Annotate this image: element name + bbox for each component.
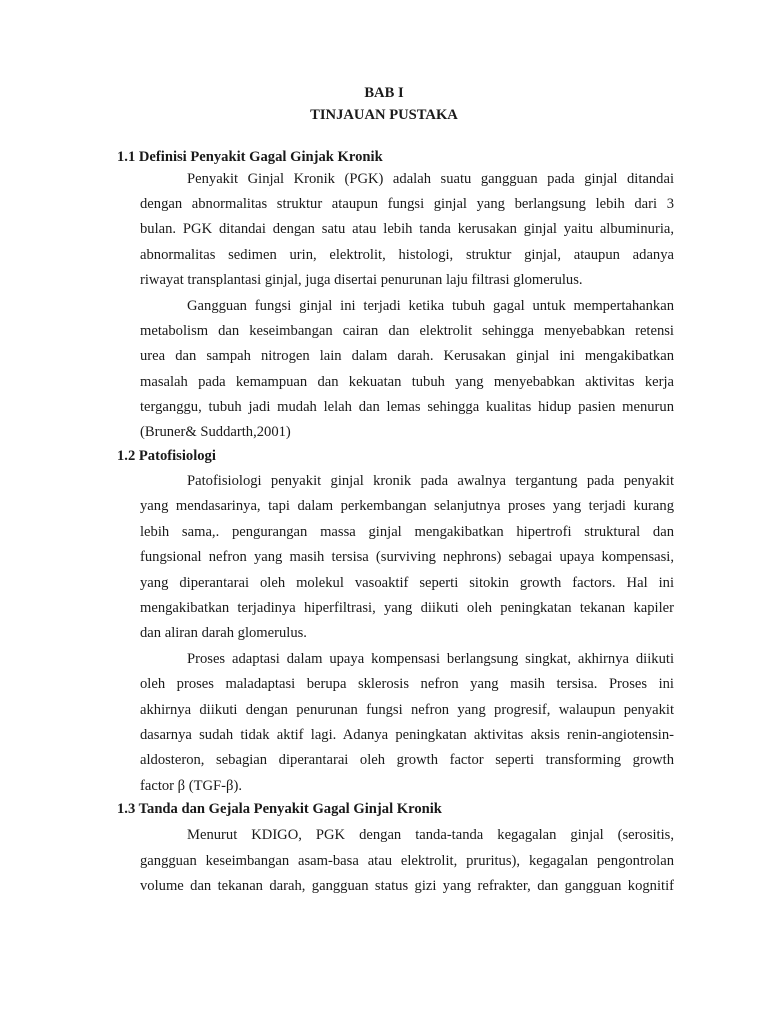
paragraph-line: fungsional nefron yang masih tersisa (surviving nephrons) sebagai upaya kompensasi, [140,549,674,565]
paragraph-line: Menurut KDIGO, PGK dengan tanda-tanda kegagalan ginjal (serositis, [187,827,674,843]
paragraph-line: oleh proses maladaptasi berupa sklerosis nefron yang masih tersisa. Proses ini [140,676,674,692]
paragraph-line: yang mendasarinya, tapi dalam perkembangan selanjutnya proses yang terjadi kurang [140,498,674,514]
paragraph-line: urea dan sampah nitrogen lain dalam darah. Kerusakan ginjal ini mengakibatkan [140,348,674,364]
paragraph-line: Penyakit Ginjal Kronik (PGK) adalah suatu gangguan pada ginjal ditandai [187,171,674,187]
paragraph-line: dan aliran darah glomerulus. [140,625,307,641]
paragraph-line: gangguan keseimbangan asam-basa atau elektrolit, pruritus), kegagalan pengontrolan [140,853,674,869]
paragraph-line: Gangguan fungsi ginjal ini terjadi ketika tubuh gagal untuk mempertahankan [187,298,674,314]
paragraph-line: dengan abnormalitas struktur ataupun fungsi ginjal yang berlangsung lebih dari 3 [140,196,674,212]
paragraph-line: akhirnya diikuti dengan penurunan fungsi nefron yang progresif, walaupun penyakit [140,702,674,718]
paragraph-line: bulan. PGK ditandai dengan satu atau lebih tanda kerusakan ginjal yaitu albuminuria, [140,221,674,237]
section-heading: 1.1 Definisi Penyakit Gagal Ginjak Kronik [117,149,383,165]
chapter-title: TINJAUAN PUSTAKA [310,107,458,123]
paragraph-line: masalah pada kemampuan dan kekuatan tubuh yang menyebabkan aktivitas kerja [140,374,674,390]
paragraph-line: mengakibatkan terjadinya hiperfiltrasi, yang diikuti oleh peningkatan tekanan kapiler [140,600,674,616]
paragraph-line: lebih sama,. pengurangan massa ginjal mengakibatkan hipertrofi struktural dan [140,524,674,540]
paragraph-line: Proses adaptasi dalam upaya kompensasi berlangsung singkat, akhirnya diikuti [187,651,674,667]
paragraph-line: (Bruner& Suddarth,2001) [140,424,291,440]
paragraph-line: volume dan tekanan darah, gangguan status gizi yang refrakter, dan gangguan kognitif [140,878,674,894]
chapter-number: BAB I [364,85,404,101]
paragraph-line: Patofisiologi penyakit ginjal kronik pada awalnya tergantung pada penyakit [187,473,674,489]
paragraph-line: metabolism dan keseimbangan cairan dan elektrolit sehingga menyebabkan retensi [140,323,674,339]
paragraph-line: abnormalitas sedimen urin, elektrolit, histologi, struktur ginjal, ataupun adanya [140,247,674,263]
section-heading: 1.3 Tanda dan Gejala Penyakit Gagal Ginjal Kronik [117,801,442,817]
paragraph-line: terganggu, tubuh jadi mudah lelah dan lemas sehingga kualitas hidup pasien menurun [140,399,674,415]
paragraph-line: riwayat transplantasi ginjal, juga disertai penurunan laju filtrasi glomerulus. [140,272,583,288]
section-heading: 1.2 Patofisiologi [117,448,216,464]
paragraph-line: factor β (TGF-β). [140,778,242,794]
paragraph-line: yang diperantarai oleh molekul vasoaktif seperti sitokin growth factors. Hal ini [140,575,674,591]
paragraph-line: aldosteron, sebagian diperantarai oleh growth factor seperti transforming growth [140,752,674,768]
paragraph-line: dasarnya sudah tidak aktif lagi. Adanya peningkatan aktivitas aksis renin-angiotensin- [140,727,674,743]
